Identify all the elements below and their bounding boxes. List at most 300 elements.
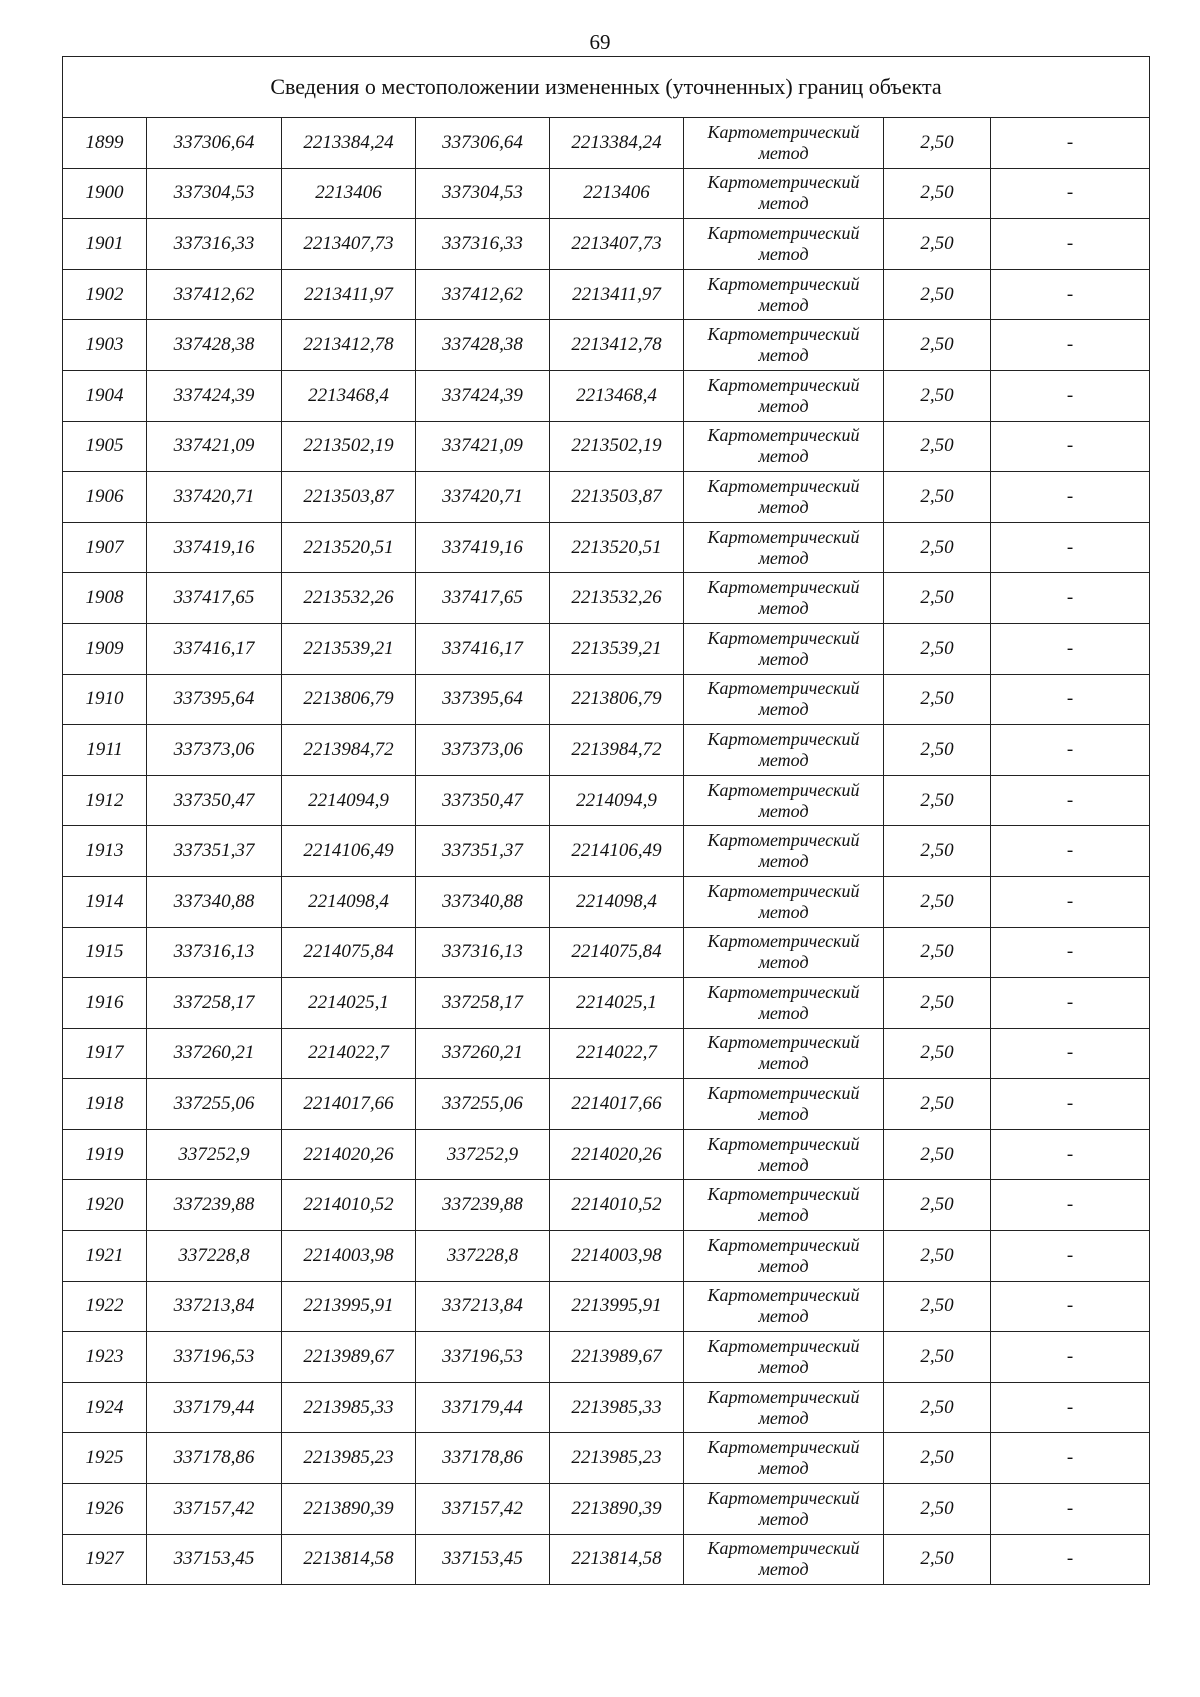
note-cell: -: [991, 1484, 1150, 1535]
point-number-cell: 1903: [63, 320, 147, 371]
note-cell: -: [991, 1281, 1150, 1332]
method-cell: [684, 1433, 884, 1484]
existing-y-cell: 2213539,21: [282, 623, 416, 674]
method-line-1: Картометрический: [707, 880, 860, 901]
existing-y-cell: 2213814,58: [282, 1534, 416, 1585]
accuracy-cell: 2,50: [884, 118, 991, 169]
method-line-2: метод: [758, 749, 809, 770]
method-cell: [684, 1028, 884, 1079]
note-cell: -: [991, 1079, 1150, 1130]
existing-y-cell: 2213890,39: [282, 1484, 416, 1535]
table-row: [63, 168, 1150, 219]
existing-y-cell: 2214094,9: [282, 775, 416, 826]
table-row: [63, 1028, 1150, 1079]
refined-x-cell: 337260,21: [416, 1028, 550, 1079]
method-cell: [684, 1180, 884, 1231]
existing-y-cell: 2214020,26: [282, 1129, 416, 1180]
point-number-cell: 1921: [63, 1231, 147, 1282]
note-cell: -: [991, 826, 1150, 877]
refined-y-cell: 2213502,19: [550, 421, 684, 472]
point-number-cell: 1915: [63, 927, 147, 978]
existing-y-cell: 2213995,91: [282, 1281, 416, 1332]
method-line-1: Картометрический: [707, 425, 860, 446]
point-number-cell: 1920: [63, 1180, 147, 1231]
method-line-1: Картометрический: [707, 121, 860, 142]
existing-x-cell: 337316,33: [147, 219, 282, 270]
table-row: [63, 1433, 1150, 1484]
refined-x-cell: 337350,47: [416, 775, 550, 826]
method-line-1: Картометрический: [707, 1083, 860, 1104]
method-cell: [684, 573, 884, 624]
accuracy-cell: 2,50: [884, 775, 991, 826]
existing-x-cell: 337421,09: [147, 421, 282, 472]
point-number-cell: 1927: [63, 1534, 147, 1585]
method-cell: [684, 118, 884, 169]
refined-y-cell: 2213468,4: [550, 370, 684, 421]
existing-x-cell: 337196,53: [147, 1332, 282, 1383]
method-line-2: метод: [758, 901, 809, 922]
method-cell: [684, 1231, 884, 1282]
method-line-2: метод: [758, 294, 809, 315]
method-line-1: Картометрический: [707, 627, 860, 648]
point-number-cell: 1906: [63, 472, 147, 523]
table-row: [63, 320, 1150, 371]
existing-x-cell: 337428,38: [147, 320, 282, 371]
method-line-1: Картометрический: [707, 475, 860, 496]
refined-y-cell: 2213406: [550, 168, 684, 219]
point-number-cell: 1907: [63, 522, 147, 573]
accuracy-cell: 2,50: [884, 1028, 991, 1079]
method-cell: [684, 1129, 884, 1180]
method-line-2: метод: [758, 699, 809, 720]
method-line-1: Картометрический: [707, 779, 860, 800]
existing-x-cell: 337420,71: [147, 472, 282, 523]
refined-x-cell: 337351,37: [416, 826, 550, 877]
refined-x-cell: 337306,64: [416, 118, 550, 169]
refined-x-cell: 337316,33: [416, 219, 550, 270]
accuracy-cell: 2,50: [884, 168, 991, 219]
table-row: [63, 775, 1150, 826]
refined-x-cell: 337417,65: [416, 573, 550, 624]
method-cell: [684, 674, 884, 725]
method-line-2: метод: [758, 1104, 809, 1125]
accuracy-cell: 2,50: [884, 522, 991, 573]
refined-x-cell: 337157,42: [416, 1484, 550, 1535]
existing-x-cell: 337228,8: [147, 1231, 282, 1282]
method-line-1: Картометрический: [707, 273, 860, 294]
method-line-2: метод: [758, 1508, 809, 1529]
note-cell: -: [991, 168, 1150, 219]
method-cell: [684, 1079, 884, 1130]
table-row: [63, 1231, 1150, 1282]
refined-x-cell: 337316,13: [416, 927, 550, 978]
method-line-2: метод: [758, 446, 809, 467]
existing-x-cell: 337340,88: [147, 876, 282, 927]
existing-x-cell: 337157,42: [147, 1484, 282, 1535]
accuracy-cell: 2,50: [884, 725, 991, 776]
accuracy-cell: 2,50: [884, 1433, 991, 1484]
method-line-2: метод: [758, 851, 809, 872]
refined-y-cell: 2214075,84: [550, 927, 684, 978]
refined-x-cell: 337340,88: [416, 876, 550, 927]
method-cell: [684, 421, 884, 472]
existing-y-cell: 2213985,23: [282, 1433, 416, 1484]
method-cell: [684, 725, 884, 776]
method-cell: [684, 978, 884, 1029]
point-number-cell: 1917: [63, 1028, 147, 1079]
refined-y-cell: 2214094,9: [550, 775, 684, 826]
refined-y-cell: 2213503,87: [550, 472, 684, 523]
point-number-cell: 1911: [63, 725, 147, 776]
note-cell: -: [991, 1180, 1150, 1231]
refined-y-cell: 2213412,78: [550, 320, 684, 371]
point-number-cell: 1899: [63, 118, 147, 169]
accuracy-cell: 2,50: [884, 623, 991, 674]
method-line-2: метод: [758, 1407, 809, 1428]
existing-x-cell: 337373,06: [147, 725, 282, 776]
refined-y-cell: 2214020,26: [550, 1129, 684, 1180]
refined-y-cell: 2213995,91: [550, 1281, 684, 1332]
refined-x-cell: 337153,45: [416, 1534, 550, 1585]
refined-y-cell: 2213890,39: [550, 1484, 684, 1535]
note-cell: -: [991, 674, 1150, 725]
method-line-2: метод: [758, 1002, 809, 1023]
method-line-1: Картометрический: [707, 222, 860, 243]
note-cell: -: [991, 1332, 1150, 1383]
refined-y-cell: 2213814,58: [550, 1534, 684, 1585]
note-cell: -: [991, 219, 1150, 270]
method-line-2: метод: [758, 142, 809, 163]
existing-y-cell: 2213985,33: [282, 1382, 416, 1433]
existing-x-cell: 337316,13: [147, 927, 282, 978]
refined-x-cell: 337420,71: [416, 472, 550, 523]
method-line-2: метод: [758, 1306, 809, 1327]
refined-x-cell: 337428,38: [416, 320, 550, 371]
method-cell: [684, 320, 884, 371]
point-number-cell: 1900: [63, 168, 147, 219]
refined-x-cell: 337416,17: [416, 623, 550, 674]
existing-y-cell: 2213468,4: [282, 370, 416, 421]
table-row: [63, 876, 1150, 927]
method-line-2: метод: [758, 800, 809, 821]
point-number-cell: 1923: [63, 1332, 147, 1383]
refined-x-cell: 337373,06: [416, 725, 550, 776]
table-row: [63, 573, 1150, 624]
method-line-2: метод: [758, 1154, 809, 1175]
refined-x-cell: 337213,84: [416, 1281, 550, 1332]
table-row: [63, 1281, 1150, 1332]
existing-x-cell: 337350,47: [147, 775, 282, 826]
boundary-coordinates-table: [62, 56, 1150, 1585]
boundary-coordinates-table-frame: [62, 56, 1149, 1585]
existing-y-cell: 2213503,87: [282, 472, 416, 523]
method-cell: [684, 522, 884, 573]
accuracy-cell: 2,50: [884, 269, 991, 320]
point-number-cell: 1909: [63, 623, 147, 674]
table-row: [63, 1180, 1150, 1231]
refined-y-cell: 2213806,79: [550, 674, 684, 725]
refined-x-cell: 337424,39: [416, 370, 550, 421]
note-cell: -: [991, 370, 1150, 421]
accuracy-cell: 2,50: [884, 674, 991, 725]
existing-y-cell: 2214003,98: [282, 1231, 416, 1282]
point-number-cell: 1912: [63, 775, 147, 826]
point-number-cell: 1914: [63, 876, 147, 927]
point-number-cell: 1913: [63, 826, 147, 877]
method-line-1: Картометрический: [707, 931, 860, 952]
refined-y-cell: 2213539,21: [550, 623, 684, 674]
method-cell: [684, 1332, 884, 1383]
accuracy-cell: 2,50: [884, 1382, 991, 1433]
accuracy-cell: 2,50: [884, 219, 991, 270]
method-line-2: метод: [758, 345, 809, 366]
existing-x-cell: 337419,16: [147, 522, 282, 573]
method-line-1: Картометрический: [707, 526, 860, 547]
accuracy-cell: 2,50: [884, 1129, 991, 1180]
existing-x-cell: 337178,86: [147, 1433, 282, 1484]
note-cell: -: [991, 522, 1150, 573]
refined-y-cell: 2213411,97: [550, 269, 684, 320]
refined-y-cell: 2214025,1: [550, 978, 684, 1029]
existing-x-cell: 337239,88: [147, 1180, 282, 1231]
method-line-1: Картометрический: [707, 374, 860, 395]
point-number-cell: 1905: [63, 421, 147, 472]
refined-y-cell: 2214017,66: [550, 1079, 684, 1130]
method-line-1: Картометрический: [707, 172, 860, 193]
existing-y-cell: 2214010,52: [282, 1180, 416, 1231]
refined-y-cell: 2213407,73: [550, 219, 684, 270]
existing-x-cell: 337395,64: [147, 674, 282, 725]
table-row: [63, 421, 1150, 472]
existing-x-cell: 337258,17: [147, 978, 282, 1029]
note-cell: -: [991, 623, 1150, 674]
method-cell: [684, 370, 884, 421]
method-line-1: Картометрический: [707, 1437, 860, 1458]
existing-y-cell: 2213406: [282, 168, 416, 219]
table-row: [63, 370, 1150, 421]
method-cell: [684, 1484, 884, 1535]
table-body: [63, 118, 1150, 1585]
note-cell: -: [991, 1433, 1150, 1484]
table-row: [63, 1484, 1150, 1535]
point-number-cell: 1918: [63, 1079, 147, 1130]
refined-y-cell: 2214010,52: [550, 1180, 684, 1231]
accuracy-cell: 2,50: [884, 421, 991, 472]
point-number-cell: 1922: [63, 1281, 147, 1332]
point-number-cell: 1910: [63, 674, 147, 725]
method-cell: [684, 269, 884, 320]
method-line-1: Картометрический: [707, 1032, 860, 1053]
table-row: [63, 674, 1150, 725]
existing-y-cell: 2213984,72: [282, 725, 416, 776]
refined-x-cell: 337179,44: [416, 1382, 550, 1433]
existing-x-cell: 337213,84: [147, 1281, 282, 1332]
existing-y-cell: 2214022,7: [282, 1028, 416, 1079]
existing-x-cell: 337351,37: [147, 826, 282, 877]
accuracy-cell: 2,50: [884, 1332, 991, 1383]
method-line-2: метод: [758, 243, 809, 264]
method-line-2: метод: [758, 648, 809, 669]
table-row: [63, 978, 1150, 1029]
method-cell: [684, 876, 884, 927]
accuracy-cell: 2,50: [884, 1281, 991, 1332]
point-number-cell: 1901: [63, 219, 147, 270]
method-line-1: Картометрический: [707, 830, 860, 851]
existing-y-cell: 2214017,66: [282, 1079, 416, 1130]
existing-x-cell: 337304,53: [147, 168, 282, 219]
method-cell: [684, 927, 884, 978]
point-number-cell: 1924: [63, 1382, 147, 1433]
refined-x-cell: 337395,64: [416, 674, 550, 725]
method-cell: [684, 1534, 884, 1585]
method-line-1: Картометрический: [707, 1386, 860, 1407]
refined-x-cell: 337239,88: [416, 1180, 550, 1231]
accuracy-cell: 2,50: [884, 826, 991, 877]
refined-x-cell: 337252,9: [416, 1129, 550, 1180]
refined-y-cell: 2214022,7: [550, 1028, 684, 1079]
existing-x-cell: 337412,62: [147, 269, 282, 320]
method-line-1: Картометрический: [707, 728, 860, 749]
refined-x-cell: 337228,8: [416, 1231, 550, 1282]
existing-y-cell: 2213412,78: [282, 320, 416, 371]
existing-y-cell: 2213502,19: [282, 421, 416, 472]
existing-y-cell: 2213806,79: [282, 674, 416, 725]
accuracy-cell: 2,50: [884, 1180, 991, 1231]
existing-x-cell: 337252,9: [147, 1129, 282, 1180]
existing-y-cell: 2213520,51: [282, 522, 416, 573]
existing-y-cell: 2213411,97: [282, 269, 416, 320]
refined-y-cell: 2213985,33: [550, 1382, 684, 1433]
table-row: [63, 826, 1150, 877]
existing-x-cell: 337424,39: [147, 370, 282, 421]
table-row: [63, 1129, 1150, 1180]
accuracy-cell: 2,50: [884, 978, 991, 1029]
point-number-cell: 1908: [63, 573, 147, 624]
method-line-2: метод: [758, 952, 809, 973]
accuracy-cell: 2,50: [884, 370, 991, 421]
accuracy-cell: 2,50: [884, 472, 991, 523]
existing-y-cell: 2214025,1: [282, 978, 416, 1029]
note-cell: -: [991, 320, 1150, 371]
method-line-2: метод: [758, 1559, 809, 1580]
accuracy-cell: 2,50: [884, 927, 991, 978]
method-line-2: метод: [758, 1053, 809, 1074]
note-cell: -: [991, 725, 1150, 776]
method-line-1: Картометрический: [707, 1285, 860, 1306]
refined-y-cell: 2213520,51: [550, 522, 684, 573]
method-cell: [684, 219, 884, 270]
method-line-2: метод: [758, 1205, 809, 1226]
table-row: [63, 1534, 1150, 1585]
existing-y-cell: 2213384,24: [282, 118, 416, 169]
method-cell: [684, 623, 884, 674]
point-number-cell: 1926: [63, 1484, 147, 1535]
method-cell: [684, 168, 884, 219]
accuracy-cell: 2,50: [884, 320, 991, 371]
method-line-1: Картометрический: [707, 1184, 860, 1205]
existing-y-cell: 2213532,26: [282, 573, 416, 624]
note-cell: -: [991, 978, 1150, 1029]
existing-y-cell: 2214075,84: [282, 927, 416, 978]
accuracy-cell: 2,50: [884, 876, 991, 927]
refined-x-cell: 337304,53: [416, 168, 550, 219]
method-line-2: метод: [758, 496, 809, 517]
method-cell: [684, 1281, 884, 1332]
note-cell: -: [991, 118, 1150, 169]
method-line-2: метод: [758, 395, 809, 416]
table-row: [63, 1332, 1150, 1383]
table-row: [63, 269, 1150, 320]
method-cell: [684, 1382, 884, 1433]
refined-x-cell: 337178,86: [416, 1433, 550, 1484]
refined-x-cell: 337196,53: [416, 1332, 550, 1383]
table-row: [63, 725, 1150, 776]
existing-x-cell: 337416,17: [147, 623, 282, 674]
existing-y-cell: 2213407,73: [282, 219, 416, 270]
method-line-1: Картометрический: [707, 1234, 860, 1255]
table-row: [63, 1382, 1150, 1433]
method-line-1: Картометрический: [707, 1336, 860, 1357]
refined-y-cell: 2213384,24: [550, 118, 684, 169]
note-cell: -: [991, 472, 1150, 523]
note-cell: -: [991, 775, 1150, 826]
method-line-1: Картометрический: [707, 1487, 860, 1508]
method-line-1: Картометрический: [707, 324, 860, 345]
table-row: [63, 1079, 1150, 1130]
refined-x-cell: 337419,16: [416, 522, 550, 573]
refined-y-cell: 2214098,4: [550, 876, 684, 927]
refined-y-cell: 2214003,98: [550, 1231, 684, 1282]
table-row: [63, 219, 1150, 270]
note-cell: -: [991, 1534, 1150, 1585]
accuracy-cell: 2,50: [884, 1231, 991, 1282]
accuracy-cell: 2,50: [884, 573, 991, 624]
point-number-cell: 1916: [63, 978, 147, 1029]
point-number-cell: 1902: [63, 269, 147, 320]
existing-x-cell: 337417,65: [147, 573, 282, 624]
refined-y-cell: 2213532,26: [550, 573, 684, 624]
note-cell: -: [991, 573, 1150, 624]
existing-y-cell: 2213989,67: [282, 1332, 416, 1383]
method-line-2: метод: [758, 193, 809, 214]
note-cell: -: [991, 927, 1150, 978]
existing-x-cell: 337306,64: [147, 118, 282, 169]
note-cell: -: [991, 269, 1150, 320]
method-cell: [684, 826, 884, 877]
method-line-2: метод: [758, 547, 809, 568]
point-number-cell: 1919: [63, 1129, 147, 1180]
refined-x-cell: 337412,62: [416, 269, 550, 320]
method-cell: [684, 472, 884, 523]
note-cell: -: [991, 1382, 1150, 1433]
note-cell: -: [991, 1028, 1150, 1079]
method-line-1: Картометрический: [707, 1133, 860, 1154]
refined-y-cell: 2214106,49: [550, 826, 684, 877]
refined-y-cell: 2213984,72: [550, 725, 684, 776]
table-row: [63, 118, 1150, 169]
accuracy-cell: 2,50: [884, 1484, 991, 1535]
accuracy-cell: 2,50: [884, 1079, 991, 1130]
existing-y-cell: 2214098,4: [282, 876, 416, 927]
note-cell: -: [991, 1231, 1150, 1282]
point-number-cell: 1904: [63, 370, 147, 421]
method-line-1: Картометрический: [707, 678, 860, 699]
method-line-2: метод: [758, 598, 809, 619]
method-line-2: метод: [758, 1357, 809, 1378]
existing-x-cell: 337255,06: [147, 1079, 282, 1130]
note-cell: -: [991, 876, 1150, 927]
method-line-2: метод: [758, 1458, 809, 1479]
